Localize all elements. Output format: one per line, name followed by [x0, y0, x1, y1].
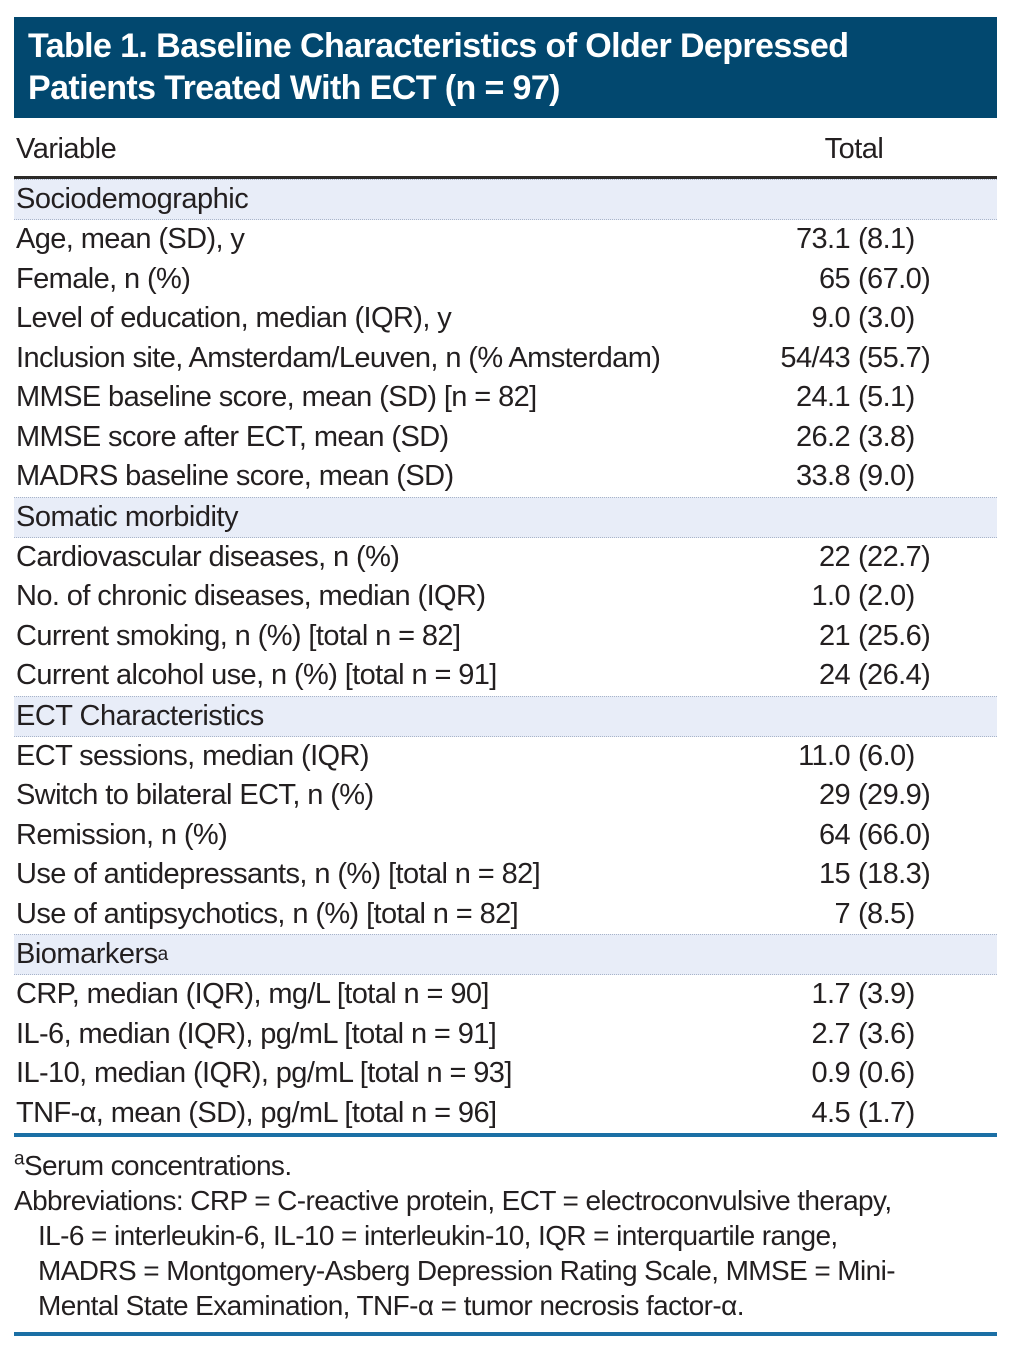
row-value-parenthetical: (29.9)	[858, 779, 931, 812]
table-section	[14, 934, 997, 1133]
row-label: Inclusion site, Amsterdam/Leuven, n (% Amsterdam)	[16, 341, 661, 374]
table-title-line-2: Patients Treated With ECT (n = 97)	[28, 69, 560, 107]
row-value-number: 24	[818, 659, 850, 692]
row-label: Level of education, median (IQR), y	[16, 302, 452, 335]
section-header	[14, 179, 997, 220]
row-value	[687, 779, 997, 812]
table-row	[14, 895, 997, 935]
row-label: Female, n (%)	[16, 262, 191, 295]
row-label: No. of chronic diseases, median (IQR)	[16, 580, 486, 613]
section-rows	[14, 538, 997, 696]
row-value	[687, 858, 997, 891]
row-value-number: 26.2	[795, 420, 850, 453]
row-label: Current smoking, n (%) [total n = 82]	[16, 619, 461, 652]
table-row	[14, 1015, 997, 1055]
footnote-abbreviation-line: MADRS = Montgomery-Asberg Depression Rating Scale, MMSE = Mini-	[38, 1255, 895, 1286]
row-label: Cardiovascular diseases, n (%)	[16, 540, 400, 573]
row-value-number: 11.0	[798, 739, 850, 772]
row-label: MADRS baseline score, mean (SD)	[16, 460, 454, 493]
table-row	[14, 339, 997, 379]
table-footnotes	[14, 1137, 997, 1323]
footnote-serum	[14, 1148, 997, 1183]
row-label: TNF-α, mean (SD), pg/mL [total n = 96]	[16, 1096, 497, 1129]
footnote-abbreviation-line: IL-6 = interleukin-6, IL-10 = interleukin-10, IQR = interquartile range,	[38, 1220, 838, 1251]
row-value	[687, 978, 997, 1011]
table-section	[14, 696, 997, 935]
footnote-abbreviations	[14, 1183, 997, 1323]
row-label: IL-10, median (IQR), pg/mL [total n = 93]	[16, 1057, 512, 1090]
row-value-number: 7	[834, 897, 850, 930]
row-value	[687, 421, 997, 454]
table-row	[14, 855, 997, 895]
table-body	[14, 179, 997, 1133]
row-value-parenthetical: (5.1)	[858, 381, 915, 414]
footnote-serum-superscript: a	[14, 1148, 24, 1170]
row-value-number: 1.7	[811, 978, 850, 1011]
table-row	[14, 1094, 997, 1134]
row-value-parenthetical: (3.0)	[858, 302, 915, 335]
row-label: Use of antidepressants, n (%) [total n = 82]	[16, 858, 541, 891]
row-value-parenthetical: (22.7)	[858, 540, 931, 573]
table-row	[14, 737, 997, 777]
table-row	[14, 577, 997, 617]
table-row	[14, 1054, 997, 1094]
section-rows	[14, 737, 997, 935]
table-row	[14, 299, 997, 339]
row-value-number: 1.0	[811, 580, 850, 613]
row-value	[687, 302, 997, 335]
column-header-row	[14, 118, 997, 179]
table-row	[14, 656, 997, 696]
row-value-parenthetical: (8.1)	[858, 223, 915, 256]
row-value-number: 2.7	[811, 1017, 850, 1050]
row-value-parenthetical: (18.3)	[858, 858, 931, 891]
row-value-number: 64	[818, 818, 850, 851]
section-rows	[14, 220, 997, 497]
row-value	[687, 342, 997, 375]
row-value-number: 22	[818, 540, 850, 573]
column-header-total: Total	[824, 133, 884, 165]
row-label: CRP, median (IQR), mg/L [total n = 90]	[16, 978, 489, 1011]
row-value-parenthetical: (26.4)	[858, 659, 931, 692]
row-value	[687, 541, 997, 574]
row-label: Remission, n (%)	[16, 818, 228, 851]
row-label: Current alcohol use, n (%) [total n = 91]	[16, 659, 497, 692]
row-value	[687, 1018, 997, 1051]
row-value-parenthetical: (9.0)	[858, 460, 915, 493]
row-value-parenthetical: (3.6)	[858, 1017, 915, 1050]
row-value	[687, 580, 997, 613]
row-value-parenthetical: (0.6)	[858, 1057, 915, 1090]
row-label: MMSE baseline score, mean (SD) [n = 82]	[16, 381, 537, 414]
section-header: Biomarkers a	[14, 934, 997, 975]
table-row	[14, 418, 997, 458]
row-value-parenthetical: (3.8)	[858, 420, 915, 453]
column-header-variable: Variable	[16, 133, 117, 165]
row-value	[687, 620, 997, 653]
row-value-parenthetical: (25.6)	[858, 619, 931, 652]
footnote-abbreviation-line: Abbreviations: CRP = C-reactive protein, ECT = electroconvulsive therapy,	[14, 1185, 892, 1216]
table-row	[14, 220, 997, 260]
row-value-parenthetical: (6.0)	[858, 739, 915, 772]
row-value-number: 73.1	[795, 223, 850, 256]
row-value-number: 21	[818, 619, 850, 652]
table-row	[14, 538, 997, 578]
row-value-parenthetical: (3.9)	[858, 978, 915, 1011]
row-label: Switch to bilateral ECT, n (%)	[16, 779, 374, 812]
table-row	[14, 260, 997, 300]
row-value-number: 9.0	[811, 302, 850, 335]
row-value	[687, 819, 997, 852]
row-value	[687, 381, 997, 414]
row-value-number: 15	[818, 858, 850, 891]
section-header-label: ECT Characteristics	[16, 699, 264, 732]
section-header-label: Sociodemographic	[16, 183, 249, 215]
row-value-number: 0.9	[811, 1057, 850, 1090]
row-value-parenthetical: (67.0)	[858, 262, 931, 295]
table-row	[14, 975, 997, 1015]
row-value	[687, 460, 997, 493]
table-row	[14, 776, 997, 816]
table-row	[14, 816, 997, 856]
table-section	[14, 497, 997, 696]
section-header-label: Biomarkers	[16, 938, 158, 970]
row-label: ECT sessions, median (IQR)	[16, 739, 369, 772]
row-value	[687, 740, 997, 773]
table-title-line-1: Table 1. Baseline Characteristics of Older Depressed	[28, 27, 849, 65]
row-value-parenthetical: (55.7)	[858, 341, 931, 374]
table-section	[14, 179, 997, 497]
row-value-parenthetical: (8.5)	[858, 897, 915, 930]
section-header	[14, 497, 997, 538]
row-value	[687, 659, 997, 692]
row-label: IL-6, median (IQR), pg/mL [total n = 91]	[16, 1017, 497, 1050]
row-label: Use of antipsychotics, n (%) [total n = 82]	[16, 897, 519, 930]
table-row	[14, 457, 997, 497]
footnote-serum-text: Serum concentrations.	[23, 1150, 292, 1181]
row-value	[687, 1057, 997, 1090]
section-rows	[14, 975, 997, 1133]
table-title-bar	[14, 17, 997, 118]
row-value-number: 33.8	[795, 460, 850, 493]
row-value-number: 4.5	[811, 1096, 850, 1129]
footnote-bottom-rule	[14, 1332, 997, 1336]
section-header	[14, 696, 997, 737]
row-value-number: 65	[818, 262, 850, 295]
footnote-abbreviation-line: Mental State Examination, TNF-α = tumor necrosis factor-α.	[38, 1290, 744, 1321]
row-value-number: 24.1	[795, 381, 850, 414]
row-value-parenthetical: (66.0)	[858, 818, 931, 851]
row-value-parenthetical: (2.0)	[858, 580, 915, 613]
row-value-number: 29	[818, 779, 850, 812]
row-value	[687, 263, 997, 296]
row-value	[687, 223, 997, 256]
table-row	[14, 378, 997, 418]
row-label: MMSE score after ECT, mean (SD)	[16, 420, 449, 453]
section-header-label: Somatic morbidity	[16, 500, 238, 533]
row-value	[687, 1097, 997, 1130]
row-value	[687, 898, 997, 931]
table-row	[14, 617, 997, 657]
row-label: Age, mean (SD), y	[16, 223, 245, 256]
row-value-number: 54/43	[780, 341, 850, 374]
row-value-parenthetical: (1.7)	[858, 1096, 915, 1129]
